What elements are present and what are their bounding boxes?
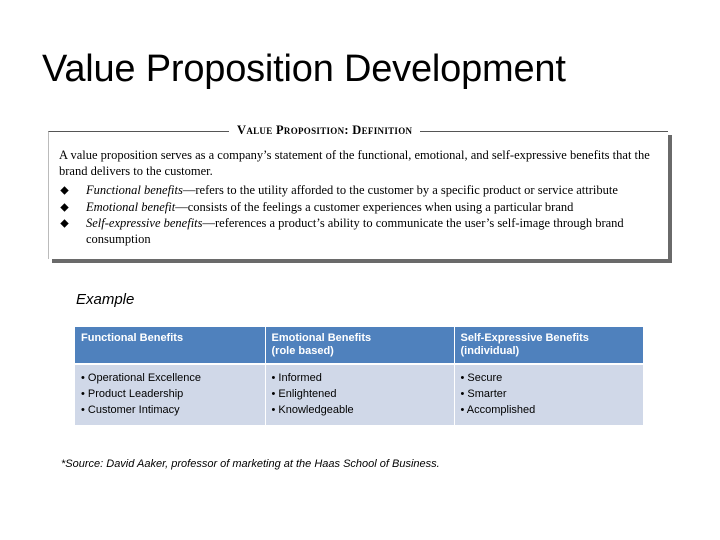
definition-item	[59, 216, 664, 247]
header-line: Emotional Benefits	[271, 332, 372, 344]
definition-list	[59, 183, 664, 248]
header-line: Self-Expressive Benefits	[460, 332, 589, 344]
list-item: • Customer Intimacy	[81, 404, 180, 416]
list-item: • Operational Excellence	[81, 372, 202, 384]
definition-box	[48, 123, 668, 259]
benefits-table	[75, 327, 643, 425]
definition-text: —consists of the feelings a customer experiences when using a particular brand	[175, 199, 574, 214]
list-item: • Product Leadership	[81, 388, 184, 400]
definition-term: Emotional benefit	[86, 199, 176, 214]
diamond-bullet-icon	[60, 203, 68, 211]
list-item: • Enlightened	[271, 388, 337, 400]
definition-item	[59, 200, 664, 216]
diamond-bullet-icon	[60, 219, 68, 227]
header-functional-benefits	[75, 327, 265, 364]
definition-term: Self-expressive benefits	[86, 216, 203, 230]
header-subline: (role based)	[271, 345, 334, 357]
definition-intro: A value proposition serves as a company’s statement of the functional, emotional, and self-expressive benefits that the brand delivers to the customer.	[59, 148, 650, 178]
slide-title: Value Proposition Development	[42, 48, 566, 90]
header-self-expressive-benefits	[454, 327, 643, 364]
definition-item	[59, 183, 664, 199]
list-item: • Smarter	[460, 388, 507, 400]
definition-text: —references a product’s ability to communicate the user’s self-image through brand consumption	[86, 216, 624, 246]
source-note: *Source: David Aaker, professor of marketing at the Haas School of Business.	[61, 458, 440, 470]
cell-self-expressive-benefits	[454, 364, 643, 425]
list-item: • Informed	[271, 372, 322, 384]
definition-text: —refers to the utility afforded to the customer by a specific product or service attribute	[182, 183, 618, 197]
diamond-bullet-icon	[60, 186, 68, 194]
definition-box-title: Value Proposition: Definition	[229, 123, 420, 138]
header-line: Functional Benefits	[81, 332, 184, 344]
header-emotional-benefits	[265, 327, 454, 364]
list-item: • Knowledgeable	[271, 404, 354, 416]
header-subline: (individual)	[460, 345, 520, 357]
list-item: • Accomplished	[460, 404, 536, 416]
cell-functional-benefits	[75, 364, 265, 425]
table-header-row	[75, 327, 643, 364]
table-row	[75, 364, 643, 425]
definition-term: Functional benefits	[86, 183, 183, 197]
example-label: Example	[76, 291, 135, 308]
list-item: • Secure	[460, 372, 503, 384]
cell-emotional-benefits	[265, 364, 454, 425]
